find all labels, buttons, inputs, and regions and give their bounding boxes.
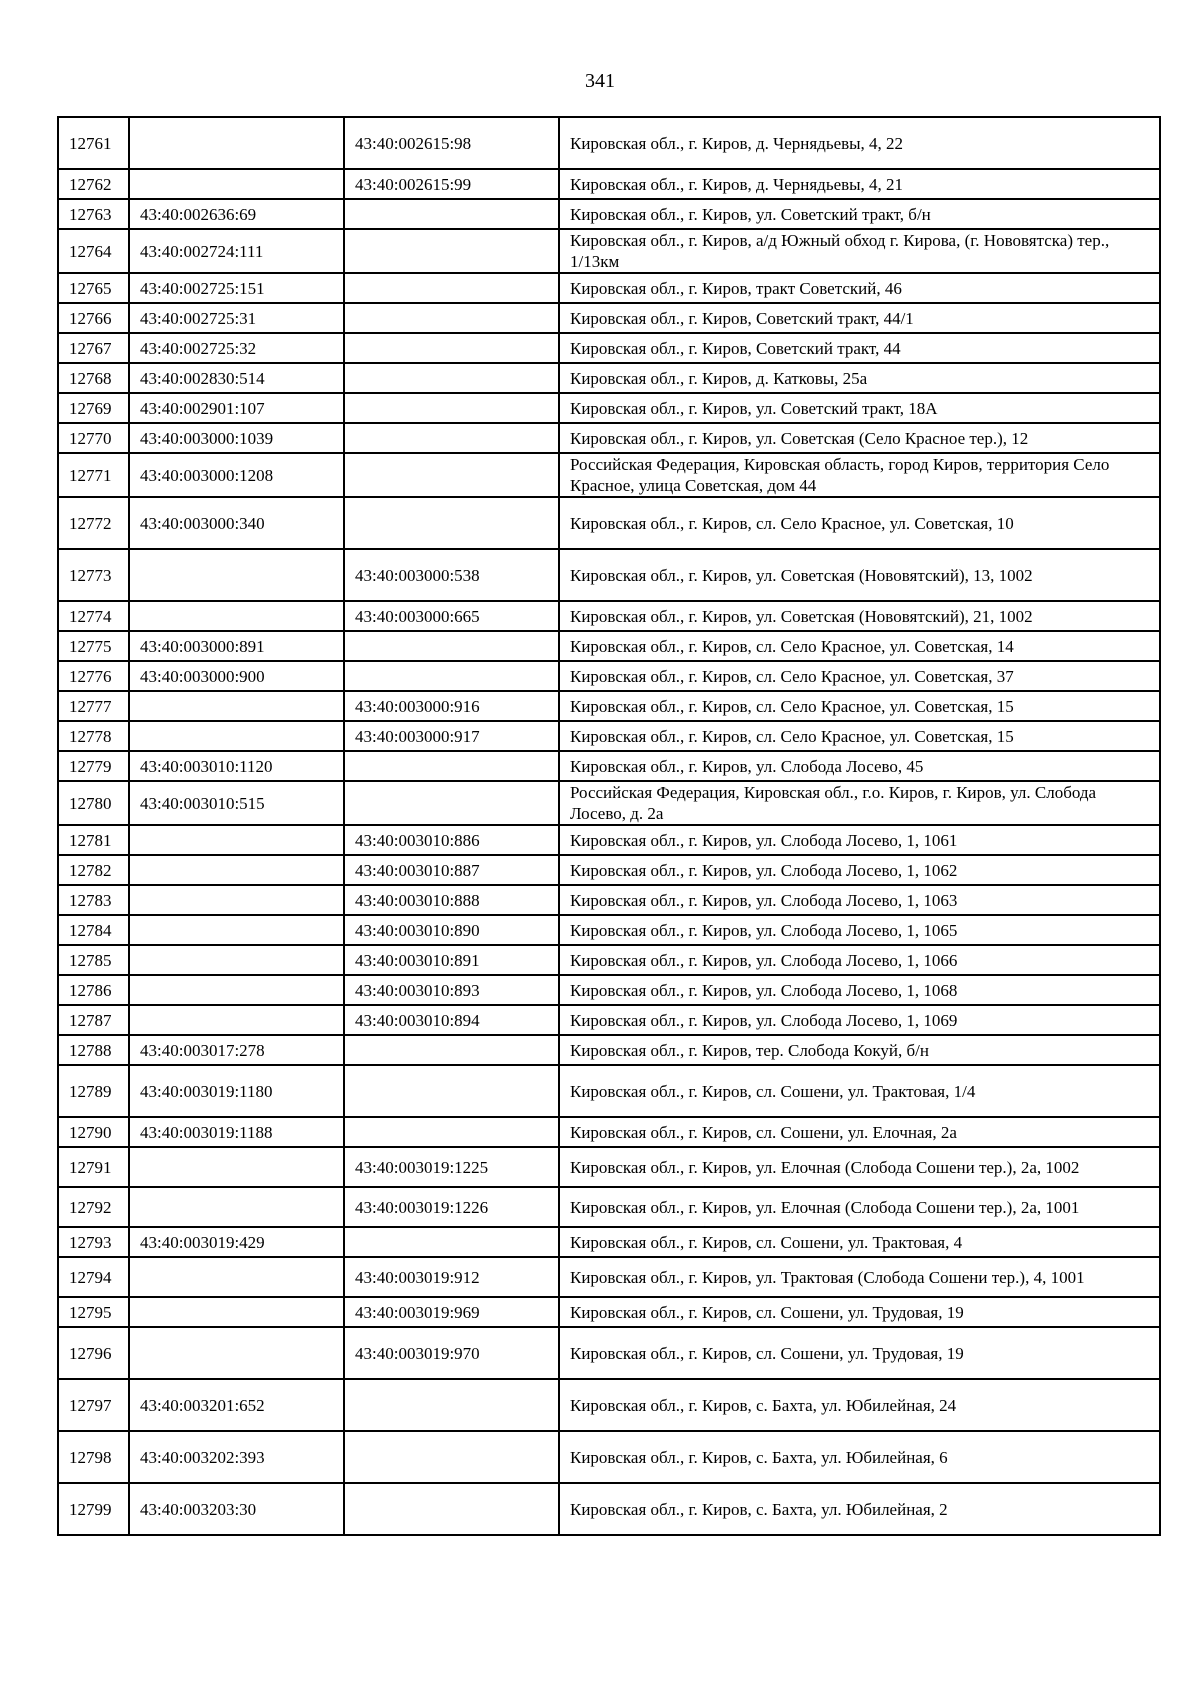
address-cell: Кировская обл., г. Киров, с. Бахта, ул. Юбилейная, 24	[559, 1379, 1160, 1431]
table-row	[58, 497, 1160, 549]
address-cell: Кировская обл., г. Киров, с. Бахта, ул. Юбилейная, 2	[559, 1483, 1160, 1535]
cadastral-number-cell: 43:40:003019:429	[129, 1227, 344, 1257]
address-cell: Кировская обл., г. Киров, сл. Село Красное, ул. Советская, 15	[559, 721, 1160, 751]
object-cadastral-number-cell	[344, 1065, 559, 1117]
address-cell: Кировская обл., г. Киров, сл. Сошени, ул. Трактовая, 1/4	[559, 1065, 1160, 1117]
table-row	[58, 721, 1160, 751]
row-number-cell: 12799	[58, 1483, 129, 1535]
object-cadastral-number-cell	[344, 661, 559, 691]
cadastral-number-cell: 43:40:003019:1180	[129, 1065, 344, 1117]
table-row	[58, 229, 1160, 273]
object-cadastral-number-cell	[344, 453, 559, 497]
address-cell: Кировская обл., г. Киров, сл. Сошени, ул. Трудовая, 19	[559, 1297, 1160, 1327]
row-number-cell: 12763	[58, 199, 129, 229]
cadastral-number-cell	[129, 975, 344, 1005]
object-cadastral-number-cell	[344, 751, 559, 781]
address-cell: Кировская обл., г. Киров, с. Бахта, ул. Юбилейная, 6	[559, 1431, 1160, 1483]
cadastral-number-cell	[129, 601, 344, 631]
cadastral-number-cell: 43:40:003019:1188	[129, 1117, 344, 1147]
object-cadastral-number-cell: 43:40:003010:891	[344, 945, 559, 975]
cadastral-number-cell	[129, 1257, 344, 1297]
table-row	[58, 751, 1160, 781]
registry-body	[58, 117, 1160, 1535]
object-cadastral-number-cell: 43:40:003019:912	[344, 1257, 559, 1297]
cadastral-number-cell	[129, 169, 344, 199]
cadastral-number-cell: 43:40:003017:278	[129, 1035, 344, 1065]
row-number-cell: 12766	[58, 303, 129, 333]
cadastral-number-cell: 43:40:002724:111	[129, 229, 344, 273]
row-number-cell: 12761	[58, 117, 129, 169]
row-number-cell: 12773	[58, 549, 129, 601]
address-cell: Кировская обл., г. Киров, а/д Южный обход г. Кирова, (г. Нововятска) тер., 1/13км	[559, 229, 1160, 273]
object-cadastral-number-cell: 43:40:002615:98	[344, 117, 559, 169]
address-cell: Кировская обл., г. Киров, ул. Елочная (Слобода Сошени тер.), 2а, 1001	[559, 1187, 1160, 1227]
cadastral-number-cell: 43:40:002725:151	[129, 273, 344, 303]
object-cadastral-number-cell	[344, 273, 559, 303]
cadastral-number-cell	[129, 855, 344, 885]
address-cell: Кировская обл., г. Киров, сл. Сошени, ул. Трудовая, 19	[559, 1327, 1160, 1379]
address-cell: Кировская обл., г. Киров, ул. Слобода Лосево, 1, 1062	[559, 855, 1160, 885]
table-row	[58, 333, 1160, 363]
object-cadastral-number-cell	[344, 423, 559, 453]
object-cadastral-number-cell: 43:40:003019:969	[344, 1297, 559, 1327]
object-cadastral-number-cell	[344, 497, 559, 549]
object-cadastral-number-cell: 43:40:003000:538	[344, 549, 559, 601]
row-number-cell: 12771	[58, 453, 129, 497]
address-cell: Кировская обл., г. Киров, сл. Село Красное, ул. Советская, 37	[559, 661, 1160, 691]
cadastral-number-cell: 43:40:002725:31	[129, 303, 344, 333]
cadastral-number-cell	[129, 1187, 344, 1227]
address-cell: Кировская обл., г. Киров, сл. Село Красное, ул. Советская, 14	[559, 631, 1160, 661]
table-row	[58, 453, 1160, 497]
row-number-cell: 12785	[58, 945, 129, 975]
cadastral-number-cell	[129, 945, 344, 975]
cadastral-number-cell: 43:40:003202:393	[129, 1431, 344, 1483]
cadastral-number-cell: 43:40:002725:32	[129, 333, 344, 363]
table-row	[58, 1005, 1160, 1035]
object-cadastral-number-cell: 43:40:003010:886	[344, 825, 559, 855]
table-row	[58, 825, 1160, 855]
row-number-cell: 12787	[58, 1005, 129, 1035]
row-number-cell: 12781	[58, 825, 129, 855]
table-row	[58, 1227, 1160, 1257]
address-cell: Кировская обл., г. Киров, ул. Слобода Лосево, 1, 1066	[559, 945, 1160, 975]
address-cell: Кировская обл., г. Киров, д. Чернядьевы, 4, 21	[559, 169, 1160, 199]
row-number-cell: 12784	[58, 915, 129, 945]
row-number-cell: 12778	[58, 721, 129, 751]
address-cell: Кировская обл., г. Киров, ул. Слобода Лосево, 45	[559, 751, 1160, 781]
row-number-cell: 12788	[58, 1035, 129, 1065]
cadastral-number-cell: 43:40:003000:1039	[129, 423, 344, 453]
table-row	[58, 273, 1160, 303]
table-row	[58, 631, 1160, 661]
table-row	[58, 691, 1160, 721]
table-row	[58, 1147, 1160, 1187]
cadastral-number-cell: 43:40:003010:515	[129, 781, 344, 825]
table-row	[58, 1117, 1160, 1147]
address-cell: Кировская обл., г. Киров, тракт Советский, 46	[559, 273, 1160, 303]
cadastral-number-cell: 43:40:003000:1208	[129, 453, 344, 497]
row-number-cell: 12776	[58, 661, 129, 691]
table-row	[58, 661, 1160, 691]
table-row	[58, 945, 1160, 975]
row-number-cell: 12795	[58, 1297, 129, 1327]
object-cadastral-number-cell: 43:40:002615:99	[344, 169, 559, 199]
object-cadastral-number-cell	[344, 393, 559, 423]
table-row	[58, 169, 1160, 199]
row-number-cell: 12797	[58, 1379, 129, 1431]
table-row	[58, 975, 1160, 1005]
row-number-cell: 12786	[58, 975, 129, 1005]
object-cadastral-number-cell	[344, 303, 559, 333]
cadastral-number-cell	[129, 549, 344, 601]
table-row	[58, 781, 1160, 825]
table-row	[58, 885, 1160, 915]
object-cadastral-number-cell: 43:40:003019:1226	[344, 1187, 559, 1227]
cadastral-number-cell	[129, 1327, 344, 1379]
row-number-cell: 12782	[58, 855, 129, 885]
cadastral-number-cell	[129, 1297, 344, 1327]
address-cell: Кировская обл., г. Киров, ул. Слобода Лосево, 1, 1068	[559, 975, 1160, 1005]
object-cadastral-number-cell: 43:40:003010:888	[344, 885, 559, 915]
address-cell: Кировская обл., г. Киров, ул. Советская (Село Красное тер.), 12	[559, 423, 1160, 453]
object-cadastral-number-cell: 43:40:003010:894	[344, 1005, 559, 1035]
address-cell: Кировская обл., г. Киров, ул. Советский тракт, б/н	[559, 199, 1160, 229]
cadastral-number-cell	[129, 885, 344, 915]
address-cell: Кировская обл., г. Киров, сл. Сошени, ул. Елочная, 2а	[559, 1117, 1160, 1147]
object-cadastral-number-cell	[344, 333, 559, 363]
address-cell: Кировская обл., г. Киров, Советский тракт, 44	[559, 333, 1160, 363]
table-row	[58, 549, 1160, 601]
row-number-cell: 12770	[58, 423, 129, 453]
table-row	[58, 393, 1160, 423]
object-cadastral-number-cell: 43:40:003019:970	[344, 1327, 559, 1379]
address-cell: Кировская обл., г. Киров, ул. Советская (Нововятский), 21, 1002	[559, 601, 1160, 631]
address-cell: Кировская обл., г. Киров, ул. Елочная (Слобода Сошени тер.), 2а, 1002	[559, 1147, 1160, 1187]
object-cadastral-number-cell: 43:40:003000:916	[344, 691, 559, 721]
object-cadastral-number-cell: 43:40:003000:917	[344, 721, 559, 751]
address-cell: Российская Федерация, Кировская обл., г.о. Киров, г. Киров, ул. Слобода Лосево, д. 2а	[559, 781, 1160, 825]
table-row	[58, 363, 1160, 393]
object-cadastral-number-cell: 43:40:003000:665	[344, 601, 559, 631]
cadastral-number-cell: 43:40:003201:652	[129, 1379, 344, 1431]
cadastral-number-cell	[129, 915, 344, 945]
object-cadastral-number-cell	[344, 631, 559, 661]
row-number-cell: 12772	[58, 497, 129, 549]
cadastral-number-cell: 43:40:003010:1120	[129, 751, 344, 781]
table-row	[58, 303, 1160, 333]
address-cell: Кировская обл., г. Киров, ул. Трактовая (Слобода Сошени тер.), 4, 1001	[559, 1257, 1160, 1297]
table-row	[58, 117, 1160, 169]
cadastral-number-cell: 43:40:003000:340	[129, 497, 344, 549]
table-row	[58, 1379, 1160, 1431]
cadastral-number-cell	[129, 721, 344, 751]
table-row	[58, 1257, 1160, 1297]
object-cadastral-number-cell: 43:40:003010:893	[344, 975, 559, 1005]
table-row	[58, 423, 1160, 453]
cadastral-number-cell: 43:40:002901:107	[129, 393, 344, 423]
row-number-cell: 12775	[58, 631, 129, 661]
address-cell: Кировская обл., г. Киров, Советский тракт, 44/1	[559, 303, 1160, 333]
row-number-cell: 12798	[58, 1431, 129, 1483]
object-cadastral-number-cell	[344, 1379, 559, 1431]
address-cell: Кировская обл., г. Киров, ул. Слобода Лосево, 1, 1069	[559, 1005, 1160, 1035]
cadastral-number-cell	[129, 1147, 344, 1187]
object-cadastral-number-cell	[344, 1035, 559, 1065]
row-number-cell: 12783	[58, 885, 129, 915]
address-cell: Кировская обл., г. Киров, тер. Слобода Кокуй, б/н	[559, 1035, 1160, 1065]
address-cell: Российская Федерация, Кировская область, город Киров, территория Село Красное, улица Советская, дом 44	[559, 453, 1160, 497]
object-cadastral-number-cell	[344, 781, 559, 825]
address-cell: Кировская обл., г. Киров, ул. Слобода Лосево, 1, 1063	[559, 885, 1160, 915]
table-row	[58, 1483, 1160, 1535]
row-number-cell: 12793	[58, 1227, 129, 1257]
table-row	[58, 601, 1160, 631]
cadastral-number-cell	[129, 825, 344, 855]
table-row	[58, 1431, 1160, 1483]
object-cadastral-number-cell: 43:40:003019:1225	[344, 1147, 559, 1187]
table-row	[58, 1297, 1160, 1327]
cadastral-number-cell	[129, 691, 344, 721]
row-number-cell: 12774	[58, 601, 129, 631]
table-row	[58, 199, 1160, 229]
cadastral-number-cell: 43:40:003000:891	[129, 631, 344, 661]
cadastral-number-cell: 43:40:003000:900	[129, 661, 344, 691]
object-cadastral-number-cell	[344, 1483, 559, 1535]
cadastral-number-cell: 43:40:003203:30	[129, 1483, 344, 1535]
row-number-cell: 12764	[58, 229, 129, 273]
cadastral-number-cell	[129, 1005, 344, 1035]
table-row	[58, 1035, 1160, 1065]
object-cadastral-number-cell	[344, 229, 559, 273]
table-row	[58, 1327, 1160, 1379]
address-cell: Кировская обл., г. Киров, сл. Сошени, ул. Трактовая, 4	[559, 1227, 1160, 1257]
object-cadastral-number-cell	[344, 199, 559, 229]
object-cadastral-number-cell	[344, 1117, 559, 1147]
page-number: 341	[585, 70, 615, 92]
table-row	[58, 1187, 1160, 1227]
row-number-cell: 12777	[58, 691, 129, 721]
row-number-cell: 12791	[58, 1147, 129, 1187]
object-cadastral-number-cell	[344, 1227, 559, 1257]
row-number-cell: 12796	[58, 1327, 129, 1379]
object-cadastral-number-cell	[344, 363, 559, 393]
table-row	[58, 855, 1160, 885]
row-number-cell: 12792	[58, 1187, 129, 1227]
address-cell: Кировская обл., г. Киров, ул. Советская (Нововятский), 13, 1002	[559, 549, 1160, 601]
cadastral-number-cell: 43:40:002830:514	[129, 363, 344, 393]
row-number-cell: 12794	[58, 1257, 129, 1297]
cadastral-number-cell: 43:40:002636:69	[129, 199, 344, 229]
row-number-cell: 12769	[58, 393, 129, 423]
row-number-cell: 12768	[58, 363, 129, 393]
address-cell: Кировская обл., г. Киров, ул. Слобода Лосево, 1, 1065	[559, 915, 1160, 945]
address-cell: Кировская обл., г. Киров, сл. Село Красное, ул. Советская, 15	[559, 691, 1160, 721]
cadastral-number-cell	[129, 117, 344, 169]
row-number-cell: 12780	[58, 781, 129, 825]
object-cadastral-number-cell: 43:40:003010:887	[344, 855, 559, 885]
object-cadastral-number-cell	[344, 1431, 559, 1483]
row-number-cell: 12767	[58, 333, 129, 363]
address-cell: Кировская обл., г. Киров, ул. Советский тракт, 18А	[559, 393, 1160, 423]
row-number-cell: 12790	[58, 1117, 129, 1147]
row-number-cell: 12765	[58, 273, 129, 303]
table-row	[58, 915, 1160, 945]
row-number-cell: 12779	[58, 751, 129, 781]
address-cell: Кировская обл., г. Киров, сл. Село Красное, ул. Советская, 10	[559, 497, 1160, 549]
table-row	[58, 1065, 1160, 1117]
address-cell: Кировская обл., г. Киров, ул. Слобода Лосево, 1, 1061	[559, 825, 1160, 855]
registry-table	[57, 116, 1161, 1536]
address-cell: Кировская обл., г. Киров, д. Чернядьевы, 4, 22	[559, 117, 1160, 169]
row-number-cell: 12789	[58, 1065, 129, 1117]
row-number-cell: 12762	[58, 169, 129, 199]
object-cadastral-number-cell: 43:40:003010:890	[344, 915, 559, 945]
address-cell: Кировская обл., г. Киров, д. Катковы, 25а	[559, 363, 1160, 393]
